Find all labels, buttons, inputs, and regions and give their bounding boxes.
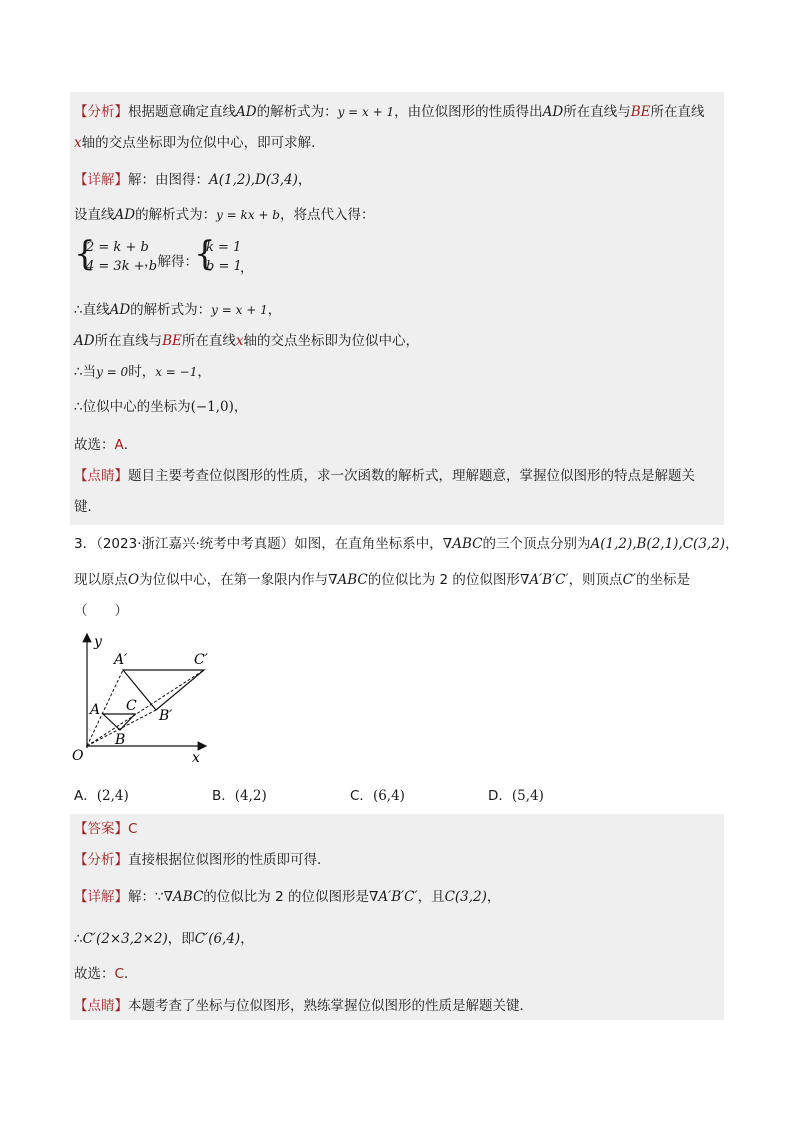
label-a: A bbox=[90, 702, 101, 718]
solution-panel-2 bbox=[70, 814, 724, 1020]
q3-calc-line: ∴C′(2×3,2×2)，即C′(6,4)， bbox=[74, 931, 254, 947]
line-ad-line: AD所在直线与BE所在直线x轴的交点坐标即为位似中心， bbox=[74, 333, 419, 349]
option-c[interactable]: C．(6,4) bbox=[350, 788, 405, 804]
review-line-1: 【点睛】题目主要考查位似图形的性质，求一次函数的解析式，理解题意，掌握位似图形的特点是解题关 bbox=[74, 468, 695, 484]
label-b: B bbox=[115, 732, 126, 748]
therefore-line: ∴直线AD的解析式为：y = x + 1， bbox=[74, 302, 282, 318]
review-line-2: 键． bbox=[74, 499, 101, 515]
system-end: ， bbox=[240, 260, 254, 276]
label-c: C bbox=[126, 698, 137, 714]
question-3-paren: （ ） bbox=[74, 603, 128, 619]
label-a2: A′ bbox=[114, 652, 128, 668]
q3-choice-line: 故选：C． bbox=[74, 966, 138, 982]
q3-review-line: 【点睛】本题考查了坐标与位似图形，熟练掌握位似图形的性质是解题关键． bbox=[74, 998, 533, 1014]
label-b2: B′ bbox=[159, 708, 173, 724]
review-tag: 【点睛】 bbox=[74, 468, 128, 484]
triangle-abc bbox=[103, 714, 135, 730]
label-x: x bbox=[192, 750, 200, 766]
when-line: ∴当y = 0时，x = −1， bbox=[74, 364, 211, 380]
label-y: y bbox=[94, 634, 102, 650]
answer-value: C bbox=[128, 821, 138, 837]
center-line: ∴位似中心的坐标为(−1,0)， bbox=[74, 399, 248, 415]
choice-line-1: 故选：A． bbox=[74, 437, 138, 453]
option-b[interactable]: B．(4,2) bbox=[212, 788, 267, 804]
label-c2: C′ bbox=[194, 652, 208, 668]
analysis-line-2: x轴的交点坐标即为位似中心，即可求解． bbox=[74, 135, 325, 151]
option-d[interactable]: D．(5,4) bbox=[488, 788, 544, 804]
answer-tag: 【答案】 bbox=[74, 821, 128, 837]
similarity-figure bbox=[70, 628, 230, 768]
detail-line-1: 【详解】解：由图得：A(1,2),D(3,4)， bbox=[74, 172, 312, 188]
question-3-line-2: 现以原点O为位似中心，在第一象限内作与∇ABC的位似比为 2 的位似图形∇A′B′C′，则顶点C′的坐标是 bbox=[74, 572, 690, 588]
answer-line bbox=[74, 819, 137, 839]
solve-text: ，解得： bbox=[144, 254, 198, 270]
analysis-line-1: 【分析】根据题意确定直线AD的解析式为：y = x + 1，由位似图形的性质得出AD所在直线与BE所在直线 bbox=[74, 104, 705, 120]
q3-analysis-line: 【分析】直接根据位似图形的性质即可得． bbox=[74, 852, 331, 868]
analysis-tag: 【分析】 bbox=[74, 104, 128, 120]
label-o: O bbox=[72, 748, 84, 764]
q3-detail-line: 【详解】解：∵∇ABC的位似比为 2 的位似图形是∇A′B′C′，且C(3,2)， bbox=[74, 889, 501, 905]
question-3-line-1: 3．（2023·浙江嘉兴·统考中考真题）如图，在直角坐标系中，∇ABC的三个顶点分别为A(1,2),B(2,1),C(3,2)， bbox=[74, 536, 739, 552]
detail-tag: 【详解】 bbox=[74, 172, 128, 188]
detail-line-2: 设直线AD的解析式为：y = kx + b，将点代入得： bbox=[74, 207, 375, 223]
option-a[interactable]: A．(2,4) bbox=[74, 788, 129, 804]
